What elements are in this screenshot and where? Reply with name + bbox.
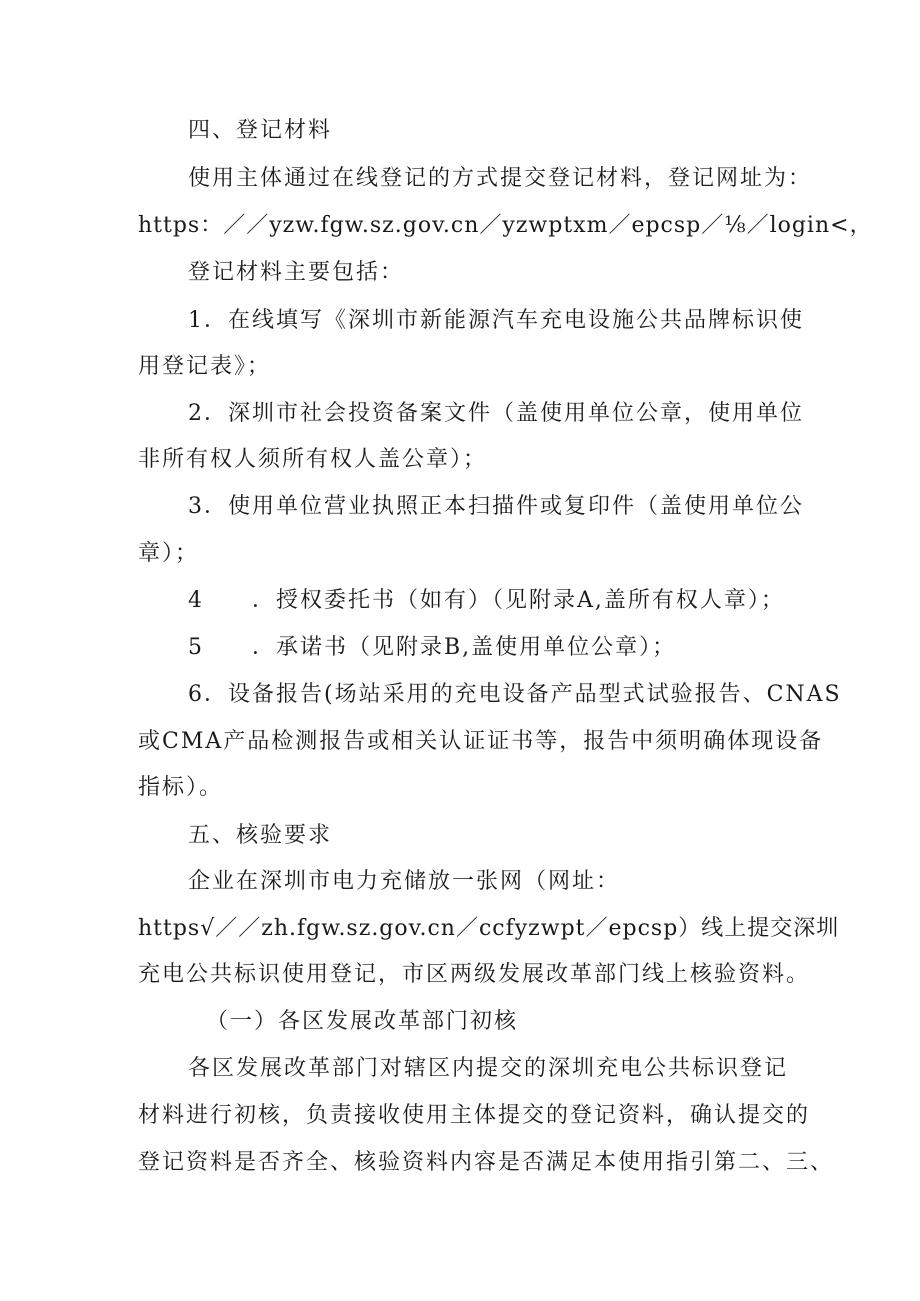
list-item-3-line: 3．使用单位营业执照正本扫描件或复印件（盖使用单位公 [188,494,804,519]
paragraph-line: 登记材料主要包括： [188,260,405,285]
list-item-6-line: 6．设备报告(场站采用的充电设备产品型式试验报告、CNAS [188,682,842,707]
list-item-1-line: 1．在线填写《深圳市新能源汽车充电设施公共品牌标识使 [188,308,804,333]
list-item-2-continuation: 非所有权人须所有权人盖公章）； [138,447,488,472]
section-heading-verification-requirements: 五、核验要求 [188,823,333,848]
list-item-2-line: 2．深圳市社会投资备案文件（盖使用单位公章，使用单位 [188,401,804,426]
paragraph-line: 使用主体通过在线登记的方式提交登记材料，登记网址为： [188,166,813,191]
subsection-heading-district-review: （一）各区发展改革部门初核 [206,1009,519,1034]
list-item-3-continuation: 章）； [138,541,200,566]
paragraph-line: 充电公共标识使用登记，市区两级发展改革部门线上核验资料。 [138,962,811,987]
verification-url-line: https√／／zh.fgw.sz.gov.cn／ccfyzwpt／epcsp）线上提交深圳 [138,916,840,941]
list-item-6-continuation: 指标）。 [138,775,224,800]
paragraph-line: 登记资料是否齐全、核验资料内容是否满足本使用指引第二、三、 [138,1150,835,1175]
list-item-5-line: 5 ．承诺书（见附录B,盖使用单位公章）； [188,635,677,660]
paragraph-line: 各区发展改革部门对辖区内提交的深圳充电公共标识登记 [188,1056,789,1081]
list-item-6-continuation: 或CMA产品检测报告或相关认证证书等，报告中须明确体现设备 [138,729,824,754]
list-item-1-continuation: 用登记表》； [138,354,272,379]
section-heading-registration-materials: 四、登记材料 [188,118,333,143]
registration-url-line: https：／／yzw.fgw.sz.gov.cn／yzwptxm／epcsp／⅛／login<， [138,213,873,238]
paragraph-line: 企业在深圳市电力充储放一张网（网址： [188,869,621,894]
list-item-4-line: 4 ．授权委托书（如有）（见附录A,盖所有权人章）； [188,588,785,613]
paragraph-line: 材料进行初核，负责接收使用主体提交的登记资料，确认提交的 [138,1103,811,1128]
